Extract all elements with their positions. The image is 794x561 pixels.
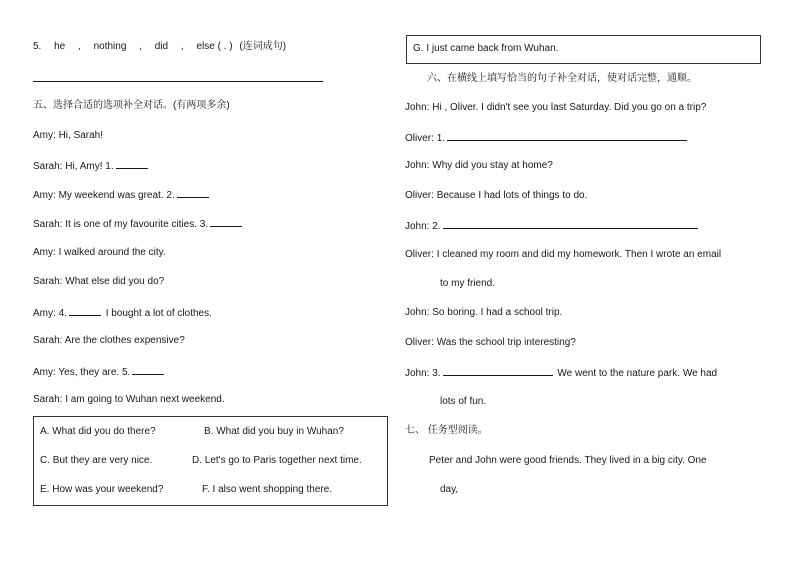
dialogue-line: John: Why did you stay at home? — [405, 160, 553, 171]
q5-word: , — [180, 41, 184, 52]
dialogue-line: Amy: Hi, Sarah! — [33, 130, 104, 141]
q5-word: , — [139, 41, 142, 52]
option-g: G. I just came back from Wuhan. — [413, 43, 559, 54]
dialogue-line: John: Hi , Oliver. I didn't see you last Saturday. Did you go on a trip? — [405, 102, 707, 113]
dialogue-line: Sarah: I am going to Wuhan next weekend. — [33, 394, 225, 405]
section6-title: 六、在横线上填写恰当的句子补全对话，使对话完整，通顺。 — [427, 73, 697, 84]
q5-word: nothing — [93, 41, 127, 52]
dialogue-line: lots of fun. — [440, 396, 487, 407]
q5-word: he — [54, 41, 66, 52]
reading-text: day, — [440, 484, 459, 495]
option-d: D. Let's go to Paris together next time. — [192, 455, 362, 466]
answer-blank-5[interactable] — [132, 364, 164, 375]
option-a: A. What did you do there? — [40, 426, 156, 437]
options-box — [33, 416, 388, 506]
q5-word: , — [78, 41, 81, 52]
option-e: E. How was your weekend? — [40, 484, 164, 495]
dialogue-line: John: 3. We went to the nature park. We had — [405, 365, 717, 381]
dialogue-line: Amy: Yes, they are. 5. — [33, 364, 166, 380]
dialogue-line: Oliver: I cleaned my room and did my homework. Then I wrote an email — [405, 249, 722, 260]
q5-answer-line[interactable] — [33, 81, 323, 82]
q5-word: did — [154, 41, 169, 52]
dialogue-line: to my friend. — [440, 278, 496, 289]
answer-blank-2[interactable] — [177, 187, 209, 198]
dialogue-line: Amy: 4. I bought a lot of clothes. — [33, 305, 212, 321]
dialogue-line: Sarah: Are the clothes expensive? — [33, 335, 185, 346]
option-b: B. What did you buy in Wuhan? — [204, 426, 344, 437]
reading-text: Peter and John were good friends. They lived in a big city. One — [429, 455, 707, 466]
section5-title: 五、选择合适的选项补全对话。(有两项多余) — [33, 100, 230, 111]
dialogue-line: Oliver: Because I had lots of things to do. — [405, 190, 588, 201]
dialogue-line: Sarah: It is one of my favourite cities. 3. — [33, 216, 244, 232]
q5-number: 5. — [33, 41, 42, 52]
option-c: C. But they are very nice. — [40, 455, 153, 466]
q5-line — [33, 40, 286, 54]
dialogue-line: Amy: My weekend was great. 2. — [33, 187, 211, 203]
answer-line-2[interactable] — [443, 218, 698, 229]
answer-blank-4[interactable] — [69, 305, 101, 316]
answer-line-3[interactable] — [443, 365, 553, 376]
answer-blank-1[interactable] — [116, 158, 148, 169]
answer-blank-3[interactable] — [210, 216, 242, 227]
option-g-box — [406, 35, 761, 64]
dialogue-line: Amy: I walked around the city. — [33, 247, 166, 258]
option-f: F. I also went shopping there. — [202, 484, 333, 495]
dialogue-line: Sarah: What else did you do? — [33, 276, 165, 287]
q5-instruction: (连词成句) — [239, 41, 287, 52]
dialogue-line: Oliver: 1. — [405, 130, 689, 146]
dialogue-line: John: So boring. I had a school trip. — [405, 307, 563, 318]
dialogue-line: John: 2. — [405, 218, 700, 234]
dialogue-line: Sarah: Hi, Amy! 1. — [33, 158, 150, 174]
q5-word: else ( . ) — [196, 41, 233, 52]
section7-title: 七、 任务型阅读。 — [405, 425, 488, 436]
dialogue-line: Oliver: Was the school trip interesting? — [405, 337, 576, 348]
answer-line-1[interactable] — [447, 130, 687, 141]
